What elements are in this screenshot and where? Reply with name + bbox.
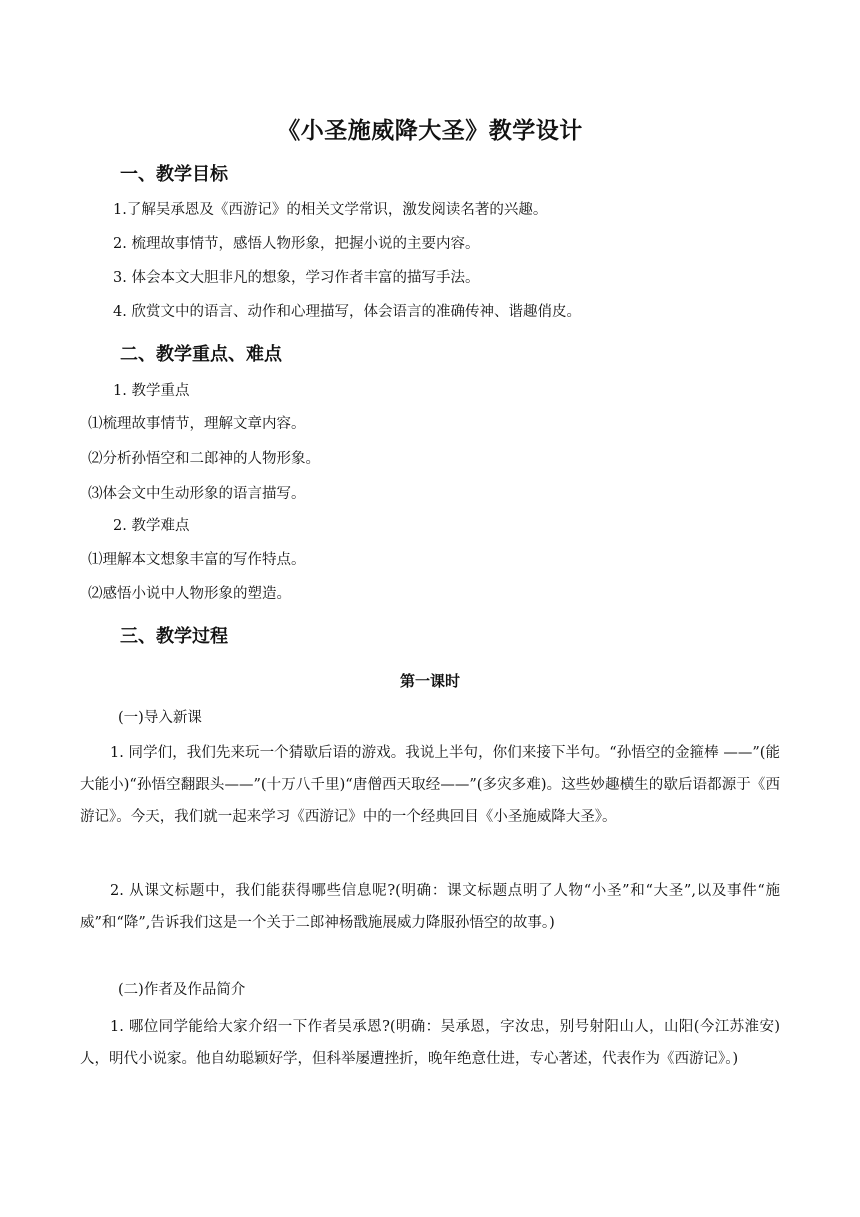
lesson-heading: 第一课时 bbox=[399, 672, 460, 690]
objective-item: 4. 欣赏文中的语言、动作和心理描写，体会语言的准确传神、谐趣俏皮。 bbox=[113, 304, 581, 320]
focus-item: ⑵分析孙悟空和二郎神的人物形象。 bbox=[88, 451, 320, 467]
part2-paragraph-1: 1. 哪位同学能给大家介绍一下作者吴承恩?(明确：吴承恩，字汝忠，别号射阳山人，山阳(今江苏淮安)人，明代小说家。他自幼聪颖好学，但科举屡遭挫折，晚年绝意仕进，专心著述，代表作为《西游记》。) bbox=[80, 1019, 780, 1067]
part1-label: (一)导入新课 bbox=[118, 710, 202, 726]
focus-item: ⑴梳理故事情节，理解文章内容。 bbox=[88, 416, 306, 432]
part2-label: (二)作者及作品简介 bbox=[118, 982, 246, 998]
objective-item: 2. 梳理故事情节，感悟人物形象，把握小说的主要内容。 bbox=[113, 236, 480, 252]
part1-paragraph-1: 1. 同学们，我们先来玩一个猜歇后语的游戏。我说上半句，你们来接下半句。“孙悟空的金箍棒 ——”(能大能小)“孙悟空翻跟头——”(十万八千里)“唐僧西天取经——”(多灾多难)。这些妙趣横生的歇后语都源于《西游记》。今天，我们就一起来学习《西游记》中的一个经典回目《小圣施威降大圣》。 bbox=[80, 745, 780, 825]
heading-process: 三、教学过程 bbox=[120, 626, 228, 647]
objective-item: 1.了解吴承恩及《西游记》的相关文学常识，激发阅读名著的兴趣。 bbox=[113, 202, 548, 218]
difficulty-label: 2. 教学难点 bbox=[113, 518, 190, 534]
part1-paragraph-2: 2. 从课文标题中，我们能获得哪些信息呢?(明确：课文标题点明了人物“小圣”和“大圣”,以及事件“施威”和“降”,告诉我们这是一个关于二郎神杨戬施展威力降服孙悟空的故事。) bbox=[80, 883, 780, 931]
objective-item: 3. 体会本文大胆非凡的想象，学习作者丰富的描写手法。 bbox=[113, 270, 480, 286]
difficulty-item: ⑵感悟小说中人物形象的塑造。 bbox=[88, 586, 291, 602]
heading-objectives: 一、教学目标 bbox=[120, 164, 228, 185]
difficulty-item: ⑴理解本文想象丰富的写作特点。 bbox=[88, 552, 306, 568]
focus-label: 1. 教学重点 bbox=[113, 383, 190, 399]
focus-item: ⑶体会文中生动形象的语言描写。 bbox=[88, 486, 306, 502]
heading-keypoints: 二、教学重点、难点 bbox=[120, 344, 282, 365]
document-title: 《小圣施威降大圣》教学设计 bbox=[277, 118, 583, 144]
